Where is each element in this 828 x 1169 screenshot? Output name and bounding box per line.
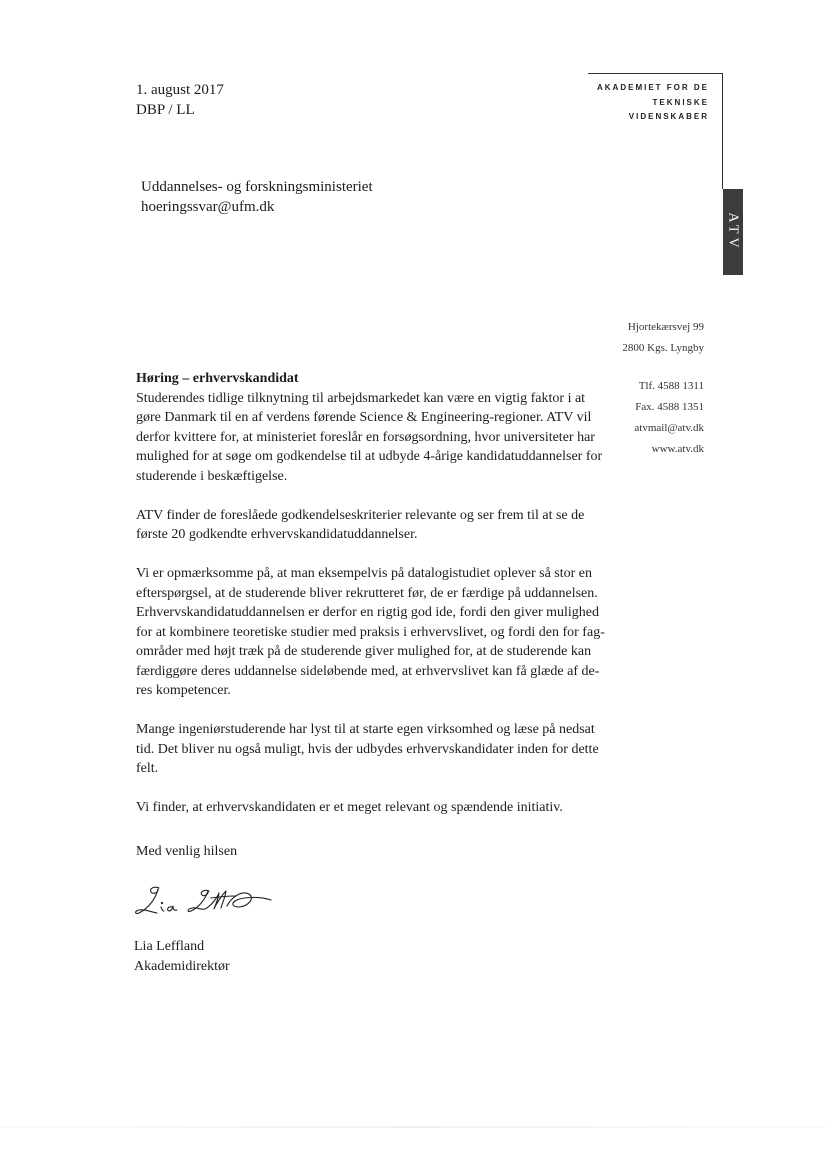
signer-title: Akademidirektør <box>134 958 230 974</box>
letter-reference: DBP / LL <box>136 102 195 118</box>
sender-address <box>622 317 704 460</box>
scan-artifact <box>0 1126 828 1128</box>
paragraph-1: Studerendes tidlige tilknytning til arbejdsmarkedet kan være en vigtig faktor i at gøre Danmark til en af verdens førende Science & Engineering-regioner. ATV vil derfor kvittere for, at ministeriet foreslår en forsøgsordning, hvor universiteter har mulighed for at søge om godkendelse til at udbyde 4-årige kandidatuddannelser for studerende i beskæftigelse. <box>136 390 603 484</box>
signer-block <box>134 937 230 976</box>
recipient-email: hoeringssvar@ufm.dk <box>141 199 275 215</box>
paragraph-4: Mange ingeniørstuderende har lyst til at starte egen virksomhed og læse på nedsat tid. Det bliver nu også muligt, hvis der udbydes erhvervskandidater inden for dette felt. <box>136 722 599 776</box>
address-street: Hjortekærsvej 99 <box>627 321 704 333</box>
letter-date: 1. august 2017 <box>136 82 224 98</box>
letter-subject: Høring – erhvervskandidat <box>136 371 299 386</box>
address-web: www.atv.dk <box>651 443 704 455</box>
signer-name: Lia Leffland <box>134 939 205 954</box>
address-city: 2800 Kgs. Lyngby <box>622 342 704 354</box>
logo-wordmark <box>597 81 709 125</box>
letter-body <box>136 369 611 837</box>
logo-line-3: VIDENSKABER <box>628 112 709 121</box>
logo-tab <box>723 189 743 275</box>
recipient-name: Uddannelses- og forskningsministeriet <box>141 179 373 195</box>
atv-logo <box>560 73 742 275</box>
logo-tab-text: ATV <box>726 212 742 252</box>
handwritten-signature <box>131 876 281 926</box>
logo-top-rule <box>588 73 723 74</box>
letter-closing: Med venlig hilsen <box>136 844 238 859</box>
address-email: atvmail@atv.dk <box>634 422 704 434</box>
logo-line-2: TEKNISKE <box>652 97 709 107</box>
paragraph-3: Vi er opmærksomme på, at man eksempelvis på datalogistudiet oplever så stor en efterspørgsel, at de studerende bliver rekrutteret før, de er færdige på uddannelsen. Erhvervskandidatuddannelsen er derfor en rigtig god ide, fordi den giver mulighed for at kombinere teoretiske studier med praksis i erhvervslivet, og fordi den for fag-områder med højt træk på de studerende giver mulighed for, at de studerende kan færdiggøre deres uddannelse sideløbende med, at erhvervslivet kan få glæde af de-res kompetencer. <box>136 566 605 698</box>
paragraph-2: ATV finder de foreslåede godkendelseskriterier relevante og ser frem til at se de første 20 godkendte erhvervskandidatuddannelser. <box>136 507 585 542</box>
address-fax: Fax. 4588 1351 <box>635 401 704 413</box>
date-reference-block <box>136 80 224 120</box>
address-phone: Tlf. 4588 1311 <box>638 380 704 392</box>
logo-vertical-rule <box>722 73 723 189</box>
logo-line-1: AKADEMIET FOR DE <box>597 83 709 92</box>
paragraph-5: Vi finder, at erhvervskandidaten er et meget relevant og spændende initiativ. <box>136 800 563 815</box>
recipient-block <box>141 177 373 217</box>
